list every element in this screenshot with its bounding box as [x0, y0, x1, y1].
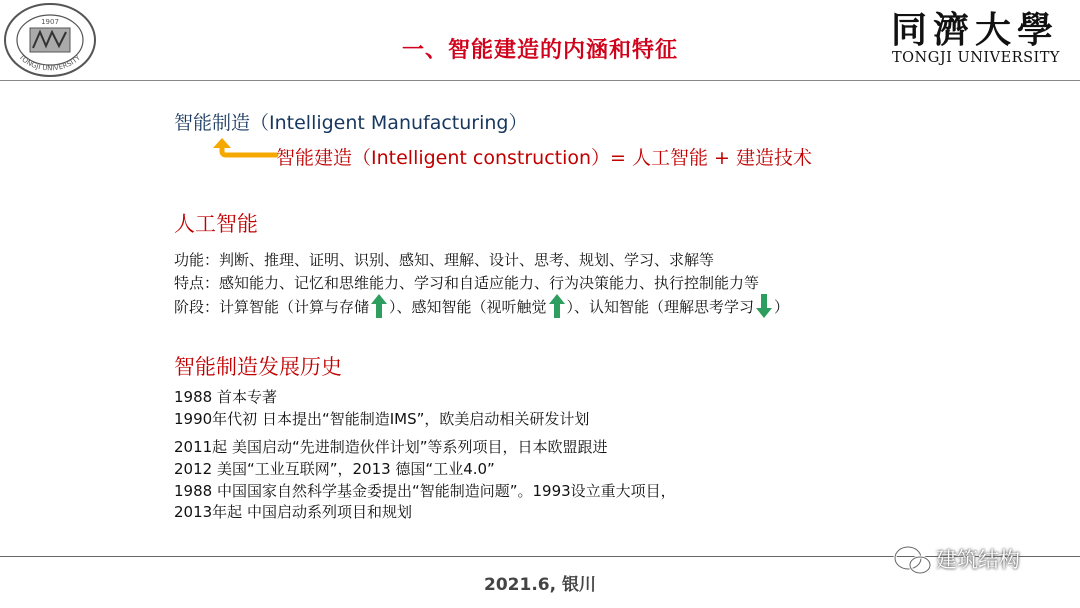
ai-heading: 人工智能 — [174, 212, 258, 236]
stage-computing: 阶段：计算智能（计算与存储 — [174, 298, 370, 316]
svg-text:1907: 1907 — [41, 18, 59, 26]
ai-function-line: 功能：判断、推理、证明、识别、感知、理解、设计、思考、规划、学习、求解等 — [174, 251, 715, 269]
footer-date-location: 2021.6, 银川 — [484, 575, 596, 595]
green-up-arrow-icon — [549, 294, 565, 318]
history-item: 1988 中国国家自然科学基金委提出“智能制造问题”。1993设立重大项目， — [174, 482, 676, 500]
ai-features-line: 特点：感知能力、记忆和思维能力、学习和自适应能力、行为决策能力、执行控制能力等 — [174, 274, 760, 292]
stage-close: ） — [774, 298, 790, 316]
slide-title: 一、智能建造的内涵和特征 — [401, 38, 678, 63]
history-heading: 智能制造发展历史 — [174, 355, 342, 379]
svg-text:同濟大學: 同濟大學 — [890, 9, 1060, 50]
tongji-calligraphy-logo — [880, 6, 1070, 50]
stage-cognition: ）、认知智能（理解思考学习 — [566, 298, 755, 316]
green-down-arrow-icon — [756, 294, 772, 318]
header-divider — [0, 80, 1080, 81]
history-item: 1990年代初 日本提出“智能制造IMS”，欧美启动相关研发计划 — [174, 410, 590, 428]
green-up-arrow-icon — [371, 294, 387, 318]
watermark-text: 建筑结构 — [936, 548, 1020, 572]
history-item: 2013年起 中国启动系列项目和规划 — [174, 503, 412, 521]
intelligent-construction-line: 智能建造（Intelligent construction）= 人工智能 + 建造技术 — [276, 147, 813, 169]
history-item: 2011起 美国启动“先进制造伙伴计划”等系列项目，日本欧盟跟进 — [174, 438, 608, 456]
intelligent-manufacturing-line: 智能制造（Intelligent Manufacturing） — [174, 112, 528, 134]
svg-text:TONGJI UNIVERSITY: TONGJI UNIVERSITY — [17, 53, 83, 73]
ai-stages-line — [174, 294, 789, 318]
history-item: 2012 美国“工业互联网”，2013 德国“工业4.0” — [174, 460, 495, 478]
orange-return-arrow-icon — [210, 137, 280, 163]
history-item: 1988 首本专著 — [174, 388, 277, 406]
slide-header — [0, 0, 1080, 82]
university-name-en: TONGJI UNIVERSITY — [892, 50, 1060, 66]
stage-perception: ）、感知智能（视听触觉 — [389, 298, 547, 316]
